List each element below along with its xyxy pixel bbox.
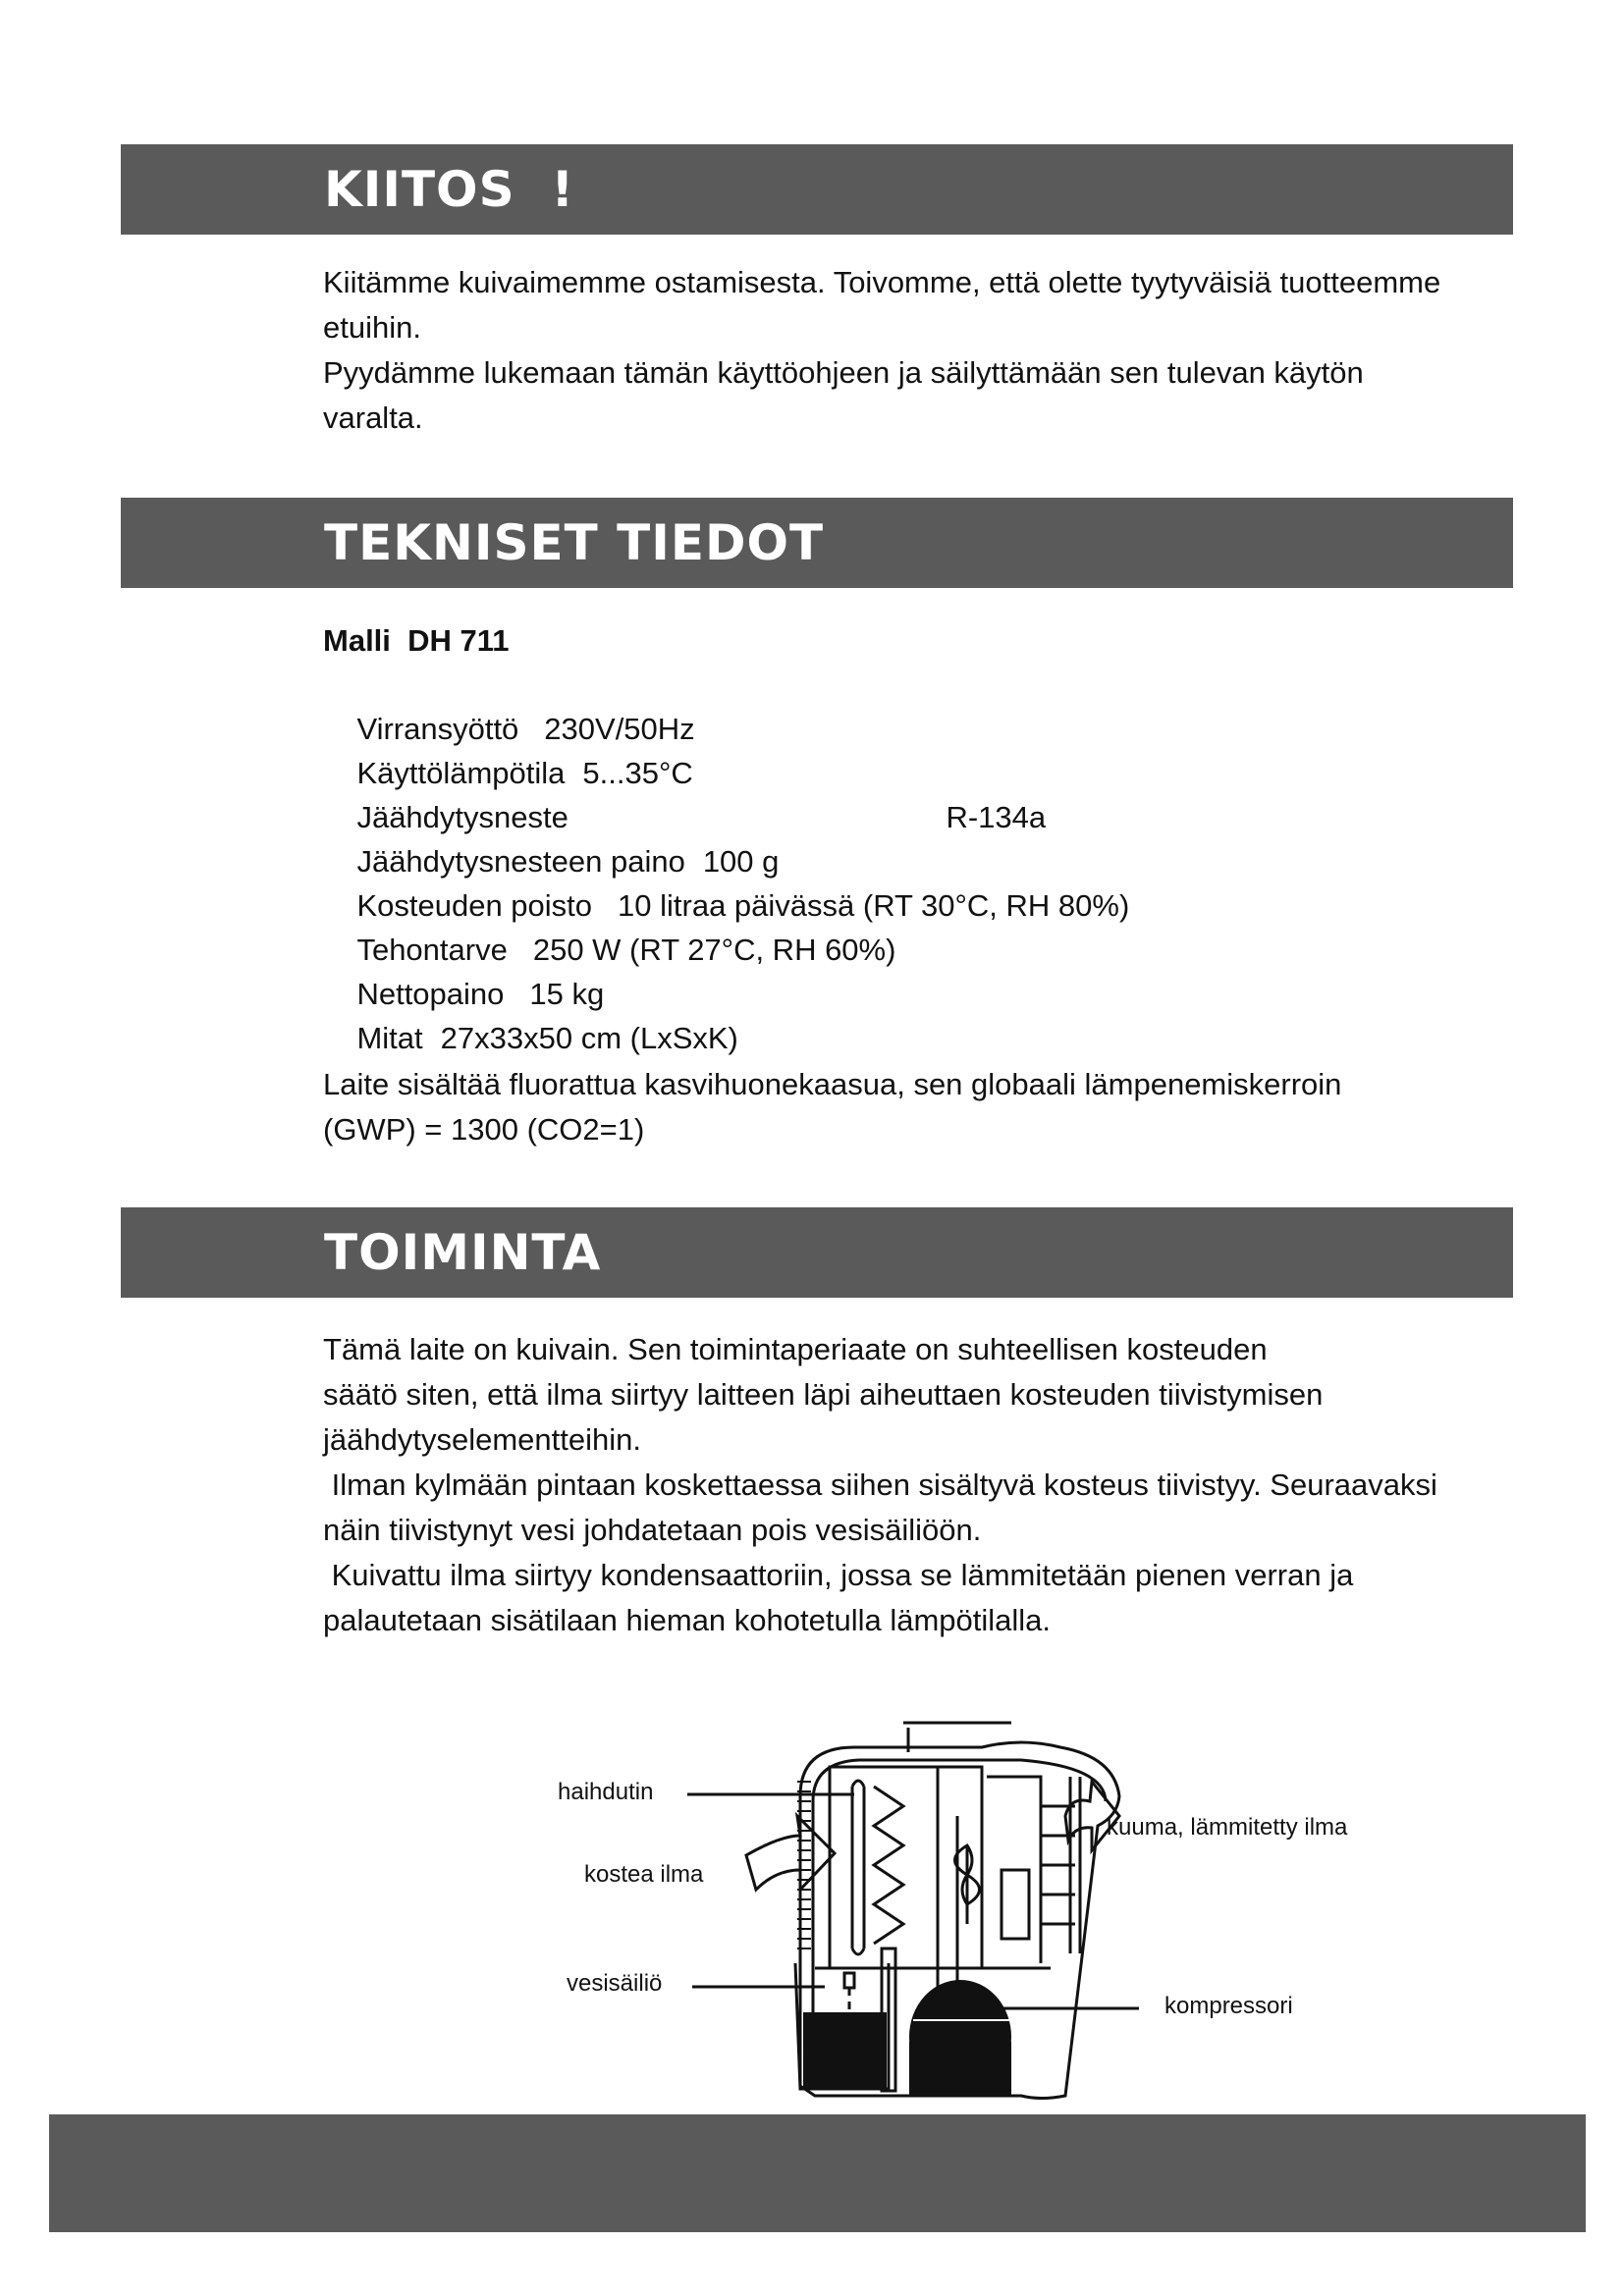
operation-line: säätö siten, että ilma siirtyy laitteen läpi aiheuttaen kosteuden tiivistymisen [323,1377,1324,1412]
label-water-tank: vesisäiliö [567,1970,663,1997]
operation-line: Ilman kylmään pintaan koskettaessa siihen sisältyvä kosteus tiivistyy. Seuraavaksi [323,1468,1437,1502]
spec-key: Jäähdytysnesteen paino [356,844,685,879]
humid-air-arrow [746,1816,835,1890]
evaporator-tube [852,1781,864,1954]
spec-key: Käyttölämpötila [356,756,566,790]
gwp-line: (GWP) = 1300 (CO2=1) [323,1112,645,1147]
spec-value: 250 W (RT 27°C, RH 60%) [532,933,896,967]
label-compressor: kompressori [1164,1993,1293,2019]
spec-value: 230V/50Hz [544,712,695,746]
thanks-line: Kiitämme kuivaimemme ostamisesta. Toivomme, että olette tyytyväisiä tuotteemme [323,265,1441,299]
label-humid-air: kostea ilma [584,1861,704,1888]
gwp-line: Laite sisältää fluorattua kasvihuonekaasua, sen globaali lämpenemiskerroin [323,1067,1342,1101]
spec-value: R-134a [946,800,1047,834]
operation-line: näin tiivistynyt vesi johdatetaan pois vesisäiliöön. [323,1513,982,1547]
footer-band [49,2114,1586,2232]
thanks-title: KIITOS ! [324,161,575,218]
spec-value: 5...35°C [582,756,693,790]
water-tank-fill [803,2012,887,2088]
spec-key: Virransyöttö [356,712,519,746]
spec-key: Mitat [356,1021,423,1055]
spec-key: Tehontarve [356,933,508,967]
label-evaporator: haihdutin [558,1779,654,1805]
spec-value: 27x33x50 cm (LxSxK) [440,1021,738,1055]
operation-line: jäähdytyselementteihin. [323,1422,641,1457]
operation-title: TOIMINTA [324,1224,602,1281]
operation-line: palautetaan sisätilaan hieman kohotetulla lämpötilalla. [323,1603,1052,1637]
model-label: Malli DH 711 [323,623,510,658]
label-warm-air: kuuma, lämmitetty ilma [1107,1814,1348,1841]
thanks-line: etuihin. [323,310,421,345]
thanks-line: Pyydämme lukemaan tämän käyttöohjeen ja säilyttämään sen tulevan käytön [323,355,1364,390]
spec-value: 10 litraa päivässä (RT 30°C, RH 80%) [618,888,1130,923]
spec-key: Jäähdytysneste [356,800,568,834]
spec-value: 100 g [702,844,780,879]
specs-title: TEKNISET TIEDOT [324,514,825,571]
spec-key: Nettopaino [356,977,505,1011]
thanks-line: varalta. [323,400,423,435]
spec-key: Kosteuden poisto [356,888,593,923]
operation-line: Kuivattu ilma siirtyy kondensaattoriin, jossa se lämmitetään pienen verran ja [323,1558,1354,1592]
operation-line: Tämä laite on kuivain. Sen toimintaperiaate on suhteellisen kosteuden [323,1332,1268,1366]
spec-value: 15 kg [529,977,605,1011]
